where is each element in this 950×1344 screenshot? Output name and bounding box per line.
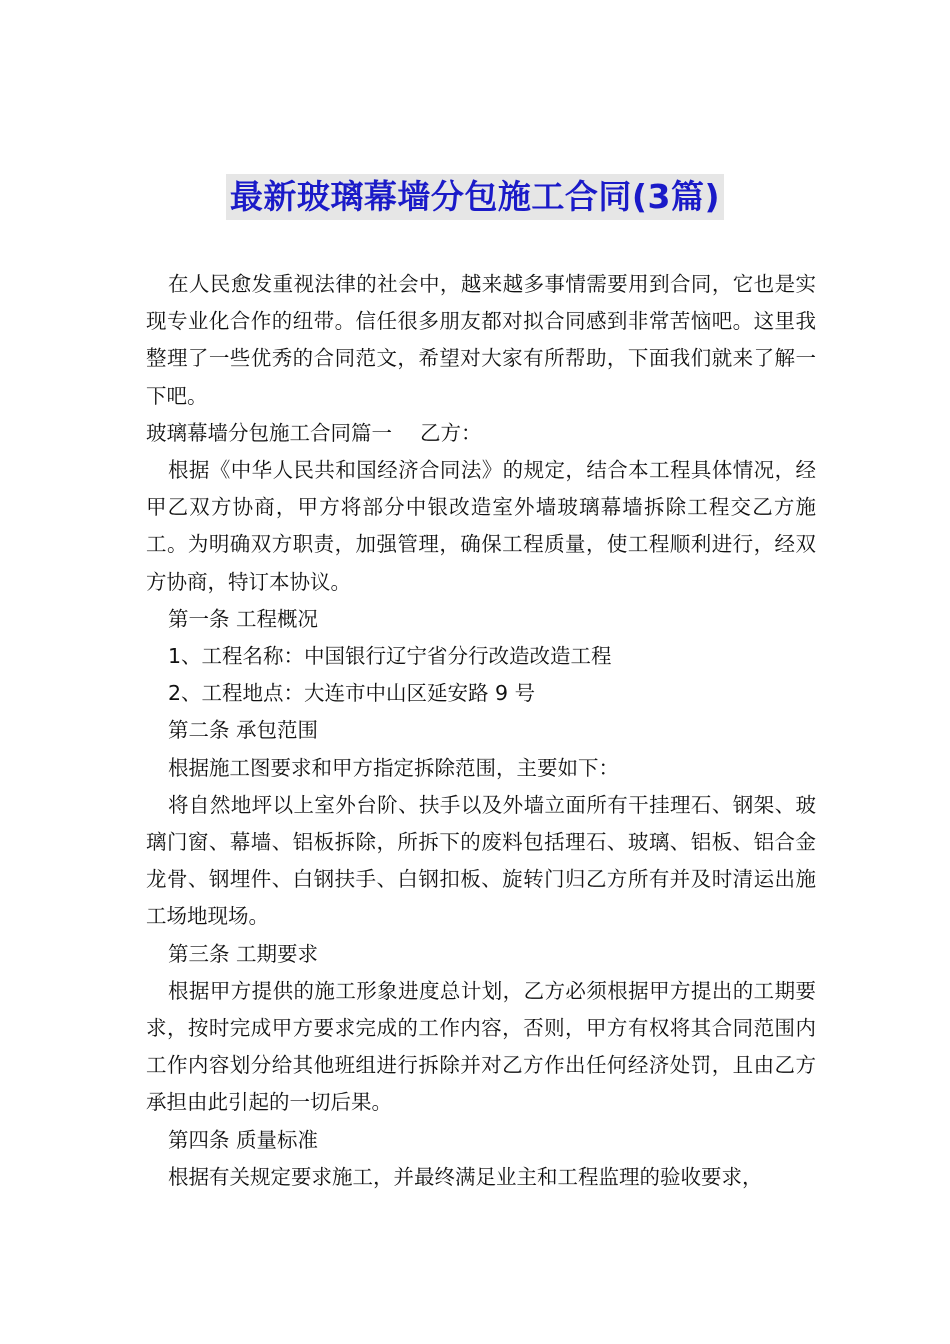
party-b-label: 乙方： xyxy=(420,420,482,445)
document-title: 最新玻璃幕墙分包施工合同(3篇) xyxy=(226,174,724,220)
article-4-title: 第四条 质量标准 xyxy=(168,1127,319,1152)
article-1-title: 第一条 工程概况 xyxy=(168,606,319,631)
article-3-paragraph-1: 根据甲方提供的施工形象进度总计划，乙方必须根据甲方提出的工期要求，按时完成甲方要求完成的工作内容，否则，甲方有权将其合同范围内工作内容划分给其他班组进行拆除并对乙方作出任何经济处罚，且由乙方承担由此引起的一切后果。 xyxy=(146,978,816,1115)
part-title: 玻璃幕墙分包施工合同篇一 xyxy=(146,420,392,445)
article-2-paragraph-1: 根据施工图要求和甲方指定拆除范围，主要如下： xyxy=(168,755,619,780)
document-body xyxy=(146,266,816,1196)
article-2-paragraph-2: 将自然地坪以上室外台阶、扶手以及外墙立面所有干挂理石、钢架、玻璃门窗、幕墙、铝板拆除，所拆下的废料包括理石、玻璃、铝板、铝合金龙骨、钢埋件、白钢扶手、白钢扣板、旋转门归乙方所有并及时清运出施工场地现场。 xyxy=(146,792,816,929)
article-1-item-1: 1、工程名称：中国银行辽宁省分行改造改造工程 xyxy=(168,644,612,669)
article-2-title: 第二条 承包范围 xyxy=(168,718,319,743)
intro-paragraph: 在人民愈发重视法律的社会中，越来越多事情需要用到合同，它也是实现专业化合作的纽带。信任很多朋友都对拟合同感到非常苦恼吧。这里我整理了一些优秀的合同范文，希望对大家有所帮助，下面我们就来了解一下吧。 xyxy=(146,272,816,408)
article-1-item-2: 2、工程地点：大连市中山区延安路 9 号 xyxy=(168,681,536,706)
article-3-title: 第三条 工期要求 xyxy=(168,941,319,966)
preamble-paragraph: 根据《中华人民共和国经济合同法》的规定，结合本工程具体情况，经甲乙双方协商，甲方将部分中银改造室外墙玻璃幕墙拆除工程交乙方施工。为明确双方职责，加强管理，确保工程质量，使工程顺利进行，经双方协商，特订本协议。 xyxy=(146,458,816,594)
title-container xyxy=(0,174,950,220)
part-heading-line xyxy=(146,415,816,452)
article-4-paragraph-1: 根据有关规定要求施工，并最终满足业主和工程监理的验收要求， xyxy=(168,1164,763,1189)
